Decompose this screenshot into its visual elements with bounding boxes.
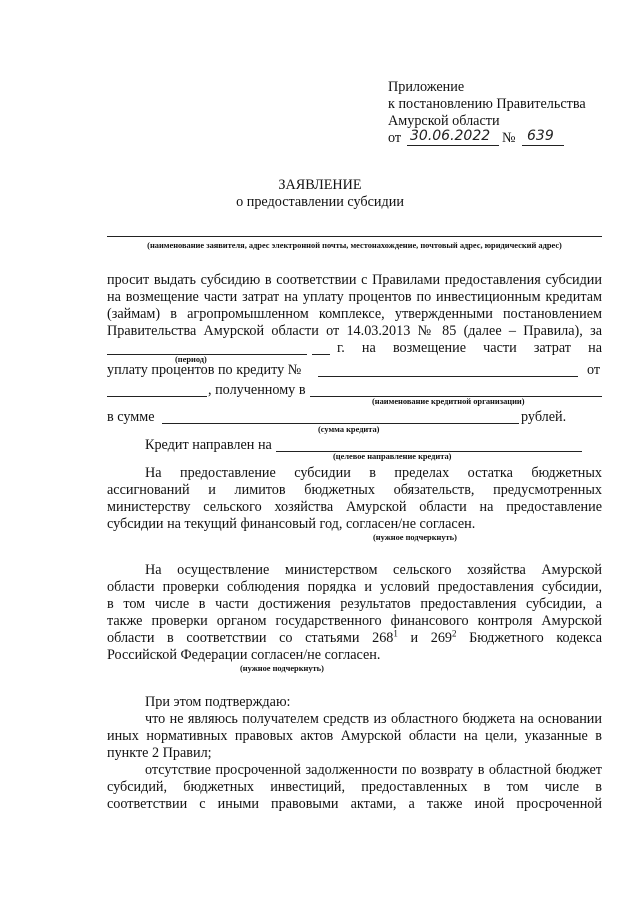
number-line xyxy=(522,145,564,146)
decree-number: 639 xyxy=(527,128,554,144)
date-prefix: от xyxy=(388,130,402,146)
region-name: Амурской области xyxy=(388,113,500,129)
body-line: субсидии на текущий финансовый год, согласен/не согласен. xyxy=(107,516,476,532)
date-line xyxy=(407,145,499,146)
articles-text-b: и 269 xyxy=(397,630,453,646)
credit-number-label: уплату процентов по кредиту № xyxy=(107,362,302,378)
body-line: просит выдать субсидию в соответствии с Правилами предоставления субсидии xyxy=(107,272,602,288)
body-line: на возмещение части затрат на уплату процентов по инвестиционным кредитам xyxy=(107,289,602,305)
confirm-intro: При этом подтверждаю: xyxy=(145,694,291,710)
body-line: ассигнований и лимитов бюджетных обязательств, предусмотренных xyxy=(107,482,602,498)
body-line: также проверки органом государственного финансового контроля Амурской xyxy=(107,613,602,629)
credit-org-caption: (наименование кредитной организации) xyxy=(372,397,525,406)
credit-number-line xyxy=(318,376,578,377)
applicant-caption: (наименование заявителя, адрес электронной почты, местонахождение, почтовый адрес, юридический адрес) xyxy=(147,241,562,250)
underline-note: (нужное подчеркнуть) xyxy=(373,533,457,542)
number-sign: № xyxy=(502,130,516,146)
purpose-caption: (целевое направление кредита) xyxy=(333,452,452,461)
credit-date-line xyxy=(107,396,207,397)
articles-text-c: Бюджетного кодекса xyxy=(456,630,603,646)
body-line: Российской Федерации согласен/не согласен. xyxy=(107,647,381,663)
purpose-label: Кредит направлен на xyxy=(145,437,272,453)
body-line: в том числе в части достижения результатов предоставления субсидии, а xyxy=(107,596,602,612)
period-tail: г. на возмещение части затрат на xyxy=(337,340,602,356)
received-label: , полученному в xyxy=(208,382,306,398)
applicant-line xyxy=(107,236,602,237)
body-line: соответствии с иными правовыми актами, а также иной просроченной xyxy=(107,796,602,812)
article-sup-1: 1 xyxy=(393,628,398,639)
decree-date: 30.06.2022 xyxy=(410,128,491,144)
body-line: что не являюсь получателем средств из областного бюджета на основании xyxy=(145,711,602,727)
article-sup-2: 2 xyxy=(452,628,457,639)
document-title: ЗАЯВЛЕНИЕ xyxy=(278,177,362,193)
body-line: пункте 2 Правил; xyxy=(107,745,212,761)
decree-reference: к постановлению Правительства xyxy=(388,96,586,112)
sum-currency: рублей. xyxy=(521,409,567,425)
body-line: Правительства Амурской области от 14.03.2013 № 85 (далее – Правила), за xyxy=(107,323,602,339)
period-line-1 xyxy=(107,354,307,355)
sum-caption: (сумма кредита) xyxy=(318,425,380,434)
body-line: области проверки соблюдения порядка и условий предоставления субсидии, xyxy=(107,579,602,595)
body-line: отсутствие просроченной задолженности по возврату в областной бюджет xyxy=(145,762,602,778)
credit-date-label: от xyxy=(587,362,601,378)
sum-line xyxy=(162,423,519,424)
articles-text-a: области в соответствии со статьями 268 xyxy=(107,630,394,646)
appendix-label: Приложение xyxy=(388,79,465,95)
period-caption: (период) xyxy=(175,355,207,364)
period-line-2 xyxy=(312,354,330,355)
body-line: субсидий, бюджетных инвестиций, предоставленных в том числе в xyxy=(107,779,602,795)
body-line: На осуществление министерством сельского хозяйства Амурской xyxy=(145,562,602,578)
document-subtitle: о предоставлении субсидии xyxy=(236,194,404,210)
body-line: (займам) в агропромышленном комплексе, утвержденными постановлением xyxy=(107,306,602,322)
body-line: На предоставление субсидии в пределах остатка бюджетных xyxy=(145,465,602,481)
sum-label: в сумме xyxy=(107,409,155,425)
body-line: иных нормативных правовых актов Амурской области на цели, указанные в xyxy=(107,728,602,744)
body-line-articles xyxy=(107,630,602,647)
body-line: министерству сельского хозяйства Амурской области на предоставление xyxy=(107,499,602,515)
underline-note-2: (нужное подчеркнуть) xyxy=(240,664,324,673)
